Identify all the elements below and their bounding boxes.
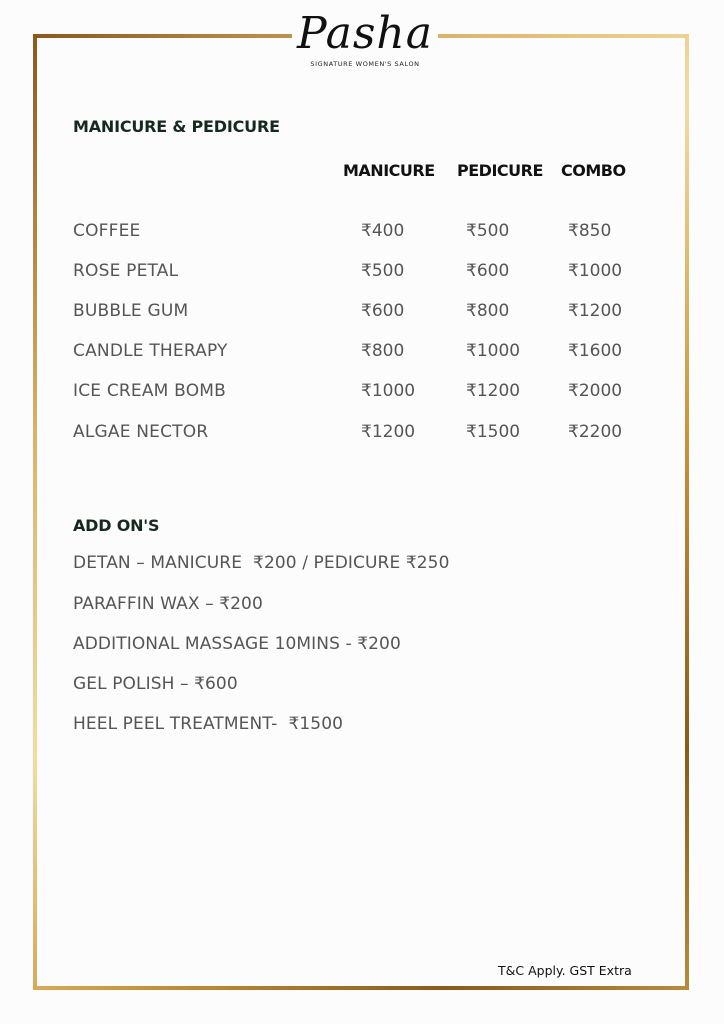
pedicure-price: ₹1000 — [466, 341, 521, 361]
service-name: CANDLE THERAPY — [73, 341, 228, 361]
addon-item: DETAN – MANICURE ₹200 / PEDICURE ₹250 — [73, 553, 450, 573]
pedicure-price: ₹600 — [466, 261, 510, 281]
brand-logo — [292, 6, 438, 72]
manicure-price: ₹1200 — [361, 422, 416, 442]
service-name: ROSE PETAL — [73, 261, 179, 281]
terms-note: T&C Apply. GST Extra — [498, 963, 632, 978]
manicure-price: ₹1000 — [361, 381, 416, 401]
pedicure-price: ₹500 — [466, 221, 510, 241]
combo-price: ₹2000 — [568, 381, 623, 401]
addon-item: ADDITIONAL MASSAGE 10MINS - ₹200 — [73, 634, 401, 654]
brand-tagline: SIGNATURE WOMEN'S SALON — [310, 60, 420, 68]
pedicure-price: ₹1500 — [466, 422, 521, 442]
addon-item: GEL POLISH – ₹600 — [73, 674, 238, 694]
section-title-add-ons: ADD ON'S — [73, 516, 160, 535]
combo-price: ₹1600 — [568, 341, 623, 361]
section-title-manicure-pedicure: MANICURE & PEDICURE — [73, 117, 280, 136]
column-header-manicure: MANICURE — [343, 161, 435, 180]
column-header-combo: COMBO — [561, 161, 626, 180]
column-header-pedicure: PEDICURE — [457, 161, 543, 180]
pedicure-price: ₹800 — [466, 301, 510, 321]
service-name: ICE CREAM BOMB — [73, 381, 227, 401]
combo-price: ₹850 — [568, 221, 612, 241]
brand-name: Pasha — [296, 8, 433, 59]
service-name: BUBBLE GUM — [73, 301, 189, 321]
pedicure-price: ₹1200 — [466, 381, 521, 401]
addon-item: HEEL PEEL TREATMENT- ₹1500 — [73, 714, 344, 734]
manicure-price: ₹500 — [361, 261, 405, 281]
combo-price: ₹1000 — [568, 261, 623, 281]
combo-price: ₹2200 — [568, 422, 623, 442]
manicure-price: ₹600 — [361, 301, 405, 321]
service-name: ALGAE NECTOR — [73, 422, 209, 442]
manicure-price: ₹800 — [361, 341, 405, 361]
addon-item: PARAFFIN WAX – ₹200 — [73, 594, 263, 614]
service-name: COFFEE — [73, 221, 141, 241]
manicure-price: ₹400 — [361, 221, 405, 241]
combo-price: ₹1200 — [568, 301, 623, 321]
